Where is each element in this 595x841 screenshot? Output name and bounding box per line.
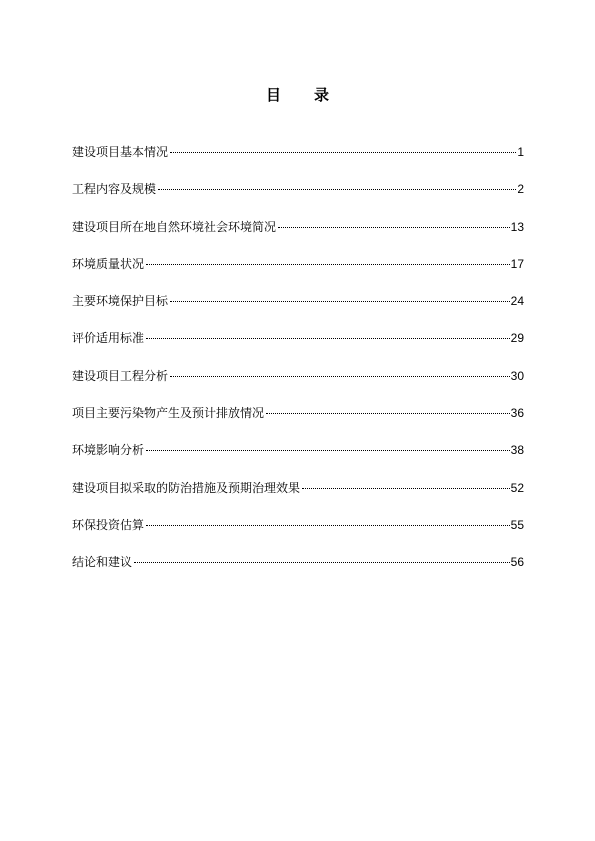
- title-char-2: 录: [314, 86, 330, 104]
- toc-entry[interactable]: [72, 256, 524, 293]
- toc-dot-leader: [134, 562, 510, 563]
- toc-dot-leader: [170, 301, 510, 302]
- toc-entry-title: 项目主要污染物产生及预计排放情况: [72, 406, 265, 421]
- toc-entry-page-number: 30: [510, 368, 524, 383]
- toc-entry-title: 工程内容及规模: [72, 182, 157, 197]
- toc-entry[interactable]: [72, 219, 524, 256]
- toc-entry-page-number: 52: [510, 480, 524, 495]
- toc-entry[interactable]: [72, 144, 524, 181]
- toc-entry[interactable]: [72, 293, 524, 330]
- table-of-contents: [72, 144, 524, 592]
- toc-dot-leader: [146, 450, 510, 451]
- toc-dot-leader: [146, 338, 510, 339]
- toc-dot-leader: [170, 376, 510, 377]
- toc-entry[interactable]: [72, 517, 524, 554]
- toc-dot-leader: [266, 413, 510, 414]
- toc-entry-title: 评价适用标准: [72, 331, 145, 346]
- toc-entry-page-number: 36: [510, 406, 524, 421]
- toc-entry-title: 环境影响分析: [72, 443, 145, 458]
- toc-entry[interactable]: [72, 554, 524, 591]
- toc-entry-page-number: 17: [510, 256, 524, 271]
- toc-entry-title: 建设项目拟采取的防治措施及预期治理效果: [72, 480, 301, 495]
- toc-entry-title: 环保投资估算: [72, 517, 145, 532]
- toc-entry-title: 环境质量状况: [72, 256, 145, 271]
- toc-entry[interactable]: [72, 480, 524, 517]
- toc-entry-title: 主要环境保护目标: [72, 294, 169, 309]
- toc-entry[interactable]: [72, 442, 524, 479]
- title-char-1: 目: [265, 86, 281, 104]
- toc-dot-leader: [146, 525, 510, 526]
- toc-dot-leader: [158, 189, 516, 190]
- toc-dot-leader: [302, 488, 510, 489]
- toc-entry[interactable]: [72, 368, 524, 405]
- toc-entry-page-number: 56: [510, 555, 524, 570]
- toc-entry-title: 结论和建议: [72, 555, 133, 570]
- toc-dot-leader: [170, 152, 516, 153]
- toc-entry-page-number: 13: [510, 219, 524, 234]
- toc-entry[interactable]: [72, 405, 524, 442]
- toc-entry-page-number: 2: [517, 182, 524, 197]
- toc-entry-page-number: 24: [510, 294, 524, 309]
- page-title: [0, 84, 595, 105]
- toc-entry-page-number: 55: [510, 517, 524, 532]
- toc-entry-title: 建设项目基本情况: [72, 145, 169, 159]
- toc-entry[interactable]: [72, 330, 524, 367]
- toc-entry[interactable]: [72, 181, 524, 218]
- toc-entry-page-number: 1: [517, 145, 524, 159]
- toc-entry-page-number: 38: [510, 443, 524, 458]
- toc-entry-page-number: 29: [510, 331, 524, 346]
- toc-entry-title: 建设项目所在地自然环境社会环境简况: [72, 219, 277, 234]
- toc-dot-leader: [146, 264, 510, 265]
- toc-dot-leader: [278, 227, 510, 228]
- toc-entry-title: 建设项目工程分析: [72, 368, 169, 383]
